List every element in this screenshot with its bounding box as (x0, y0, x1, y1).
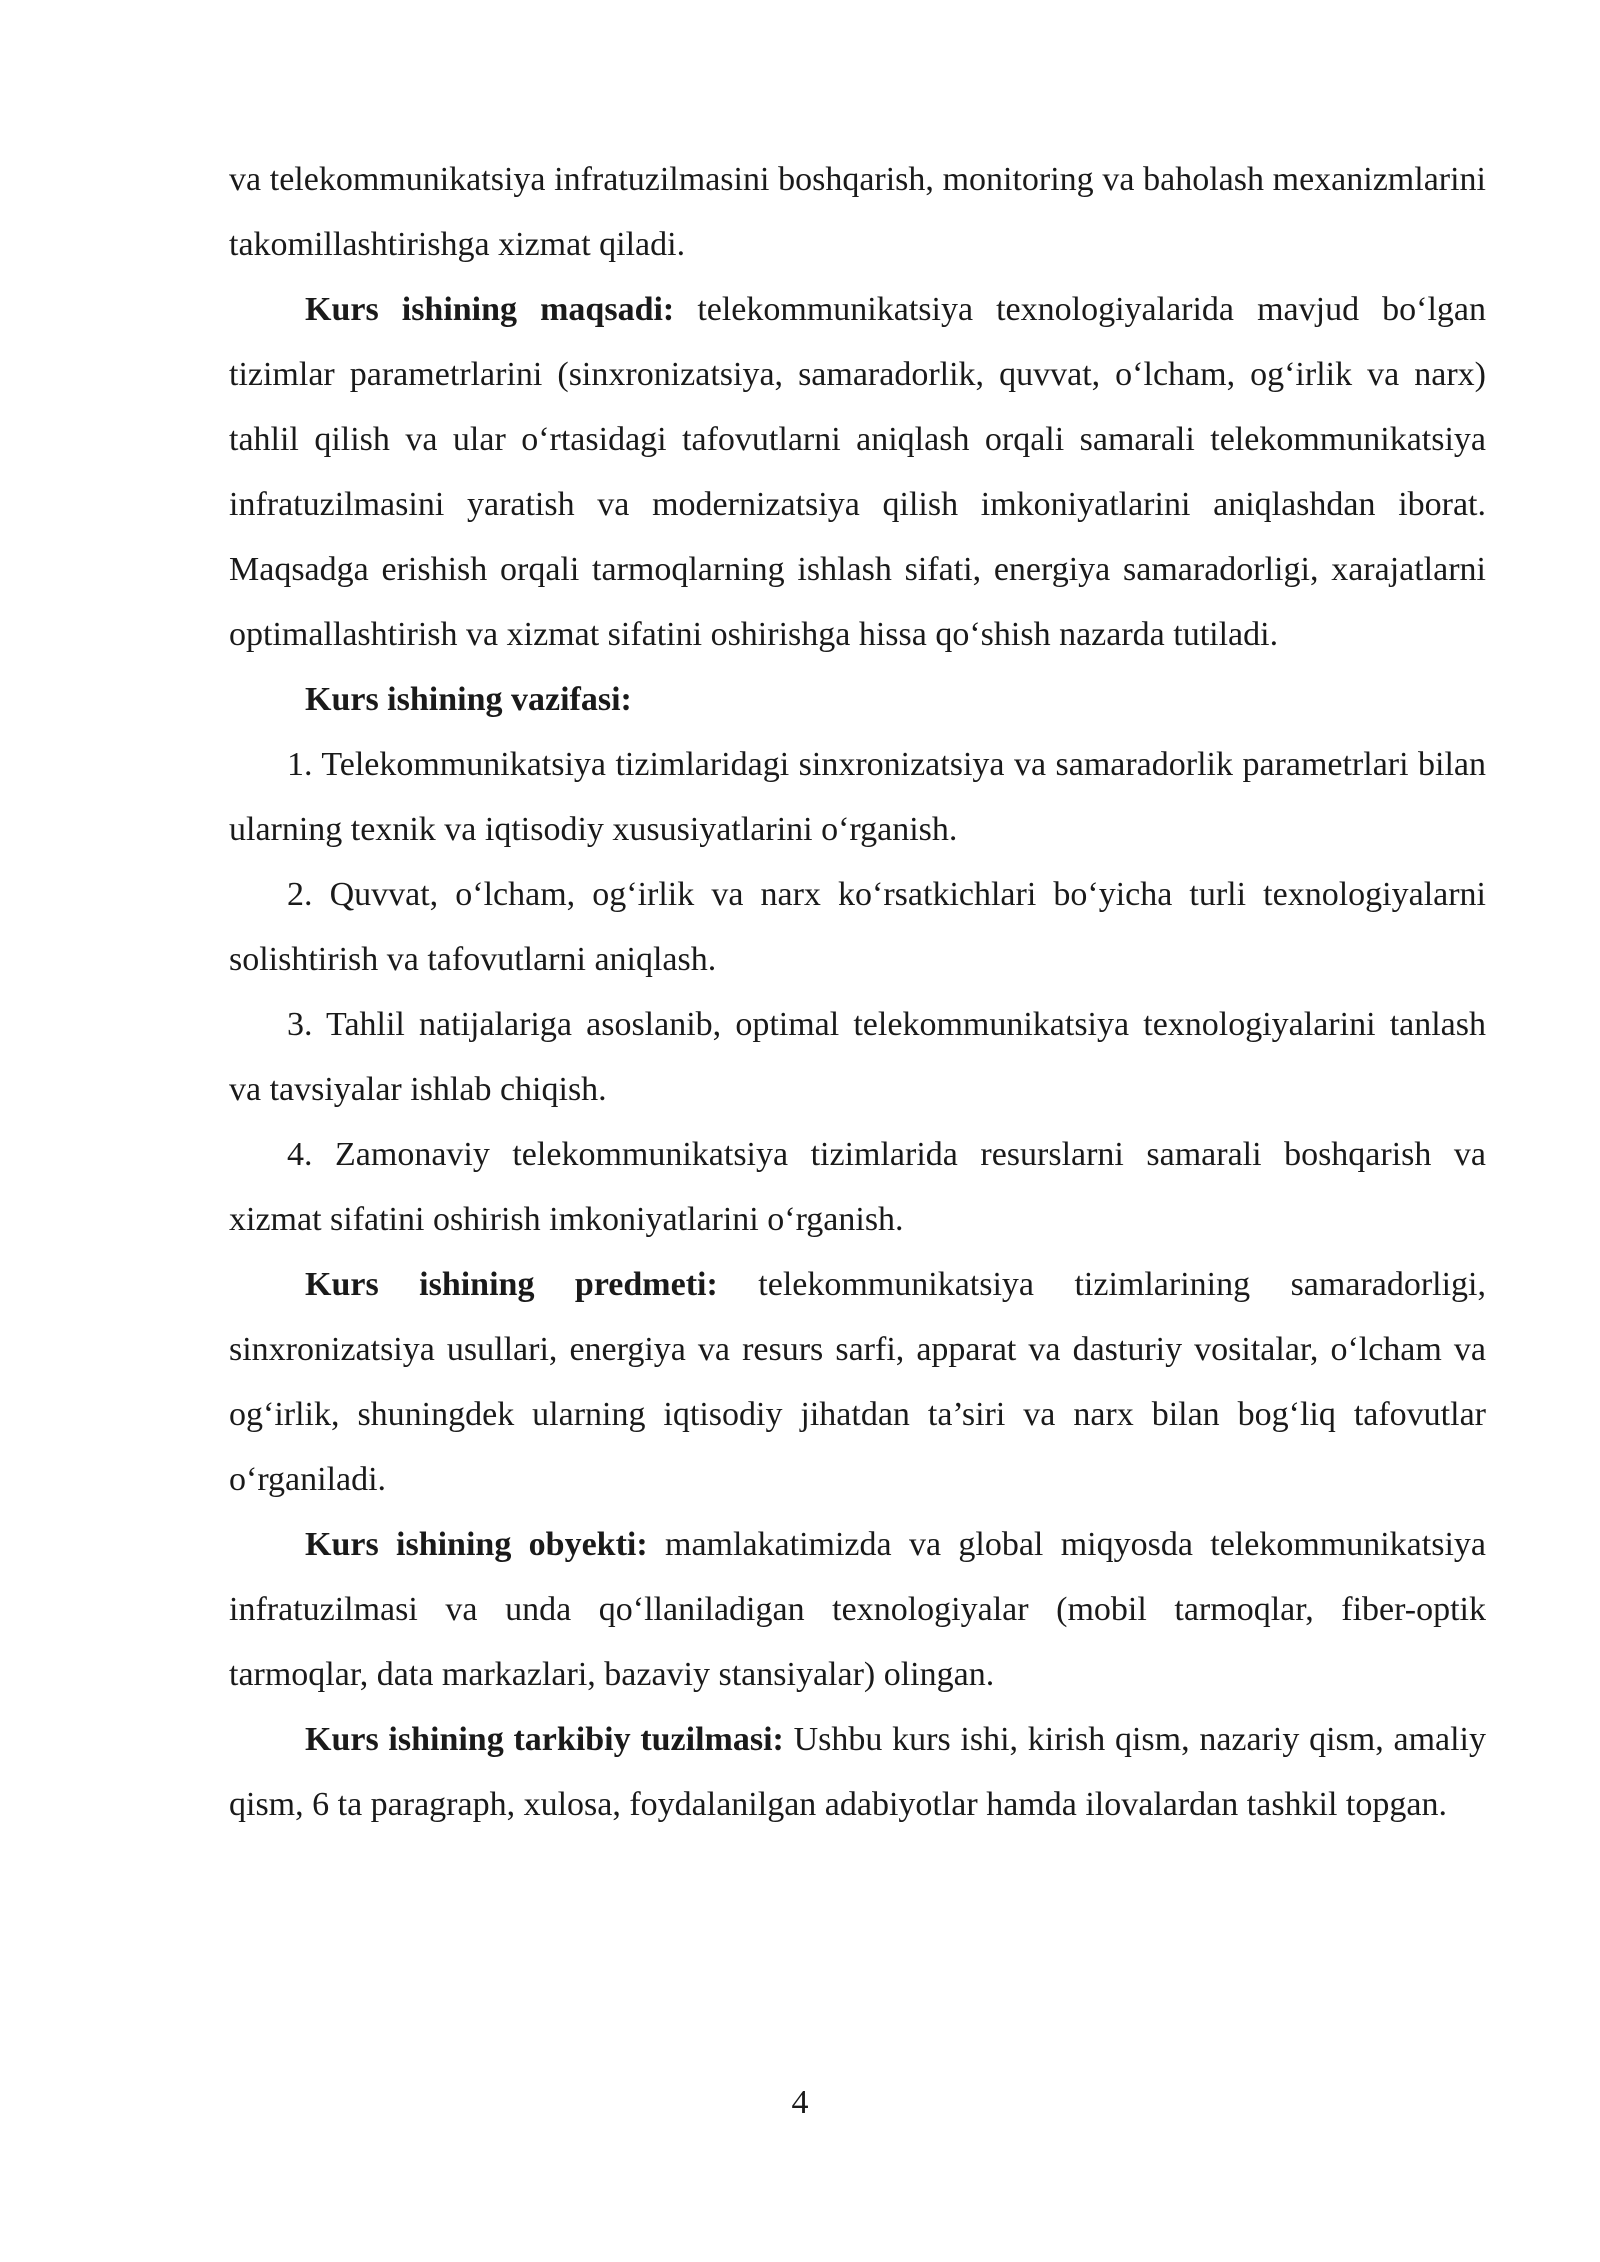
structure-text: Ushbu kurs ishi, kirish qism, nazariy qism, amaliy qism, 6 ta paragraph, xulosa, foydalanilgan adabiyotlar hamda ilovalardan tashkil topgan. (229, 1721, 1486, 1823)
subject-label: Kurs ishining predmeti: (305, 1266, 718, 1303)
goal-text: telekommunikatsiya texnologiyalarida mavjud bo‘lgan tizimlar parametrlarini (sinxronizatsiya, samaradorlik, quvvat, o‘lcham, og‘irlik va narx) tahlil qilish va ular o‘rtasidagi tafovutlarni aniqlash orqali samarali telekommunikatsiya infratuzilmasini yaratish va modernizatsiya qilish imkoniyatlarini aniqlashdan iborat. Maqsadga erishish orqali tarmoqlarning ishlash sifati, energiya samaradorligi, xarajatlarni optimallashtirish va xizmat sifatini oshirishga hissa qo‘shish nazarda tutiladi. (229, 291, 1486, 653)
intro-paragraph: va telekommunikatsiya infratuzilmasini boshqarish, monitoring va baholash mexanizmlarini takomillashtirishga xizmat qiladi. (229, 161, 1486, 263)
structure-label: Kurs ishining tarkibiy tuzilmasi: (305, 1721, 784, 1758)
tasks-heading (229, 667, 1486, 732)
goal-paragraph (229, 277, 1486, 667)
task-item-1: 1. Telekommunikatsiya tizimlaridagi sinxronizatsiya va samaradorlik parametrlari bilan ularning texnik va iqtisodiy xususiyatlarini o‘rganish. (229, 746, 1486, 848)
task-item-4: 4. Zamonaviy telekommunikatsiya tizimlarida resurslarni samarali boshqarish va xizmat sifatini oshirish imkoniyatlarini o‘rganish. (229, 1136, 1486, 1238)
object-text: mamlakatimizda va global miqyosda telekommunikatsiya infratuzilmasi va unda qo‘llaniladigan texnologiyalar (mobil tarmoqlar, fiber-optik tarmoqlar, data markazlari, bazaviy stansiyalar) olingan. (229, 1526, 1486, 1693)
object-paragraph (229, 1512, 1486, 1707)
task-item-3: 3. Tahlil natijalariga asoslanib, optimal telekommunikatsiya texnologiyalarini tanlash va tavsiyalar ishlab chiqish. (229, 1006, 1486, 1108)
document-body (229, 147, 1486, 1837)
tasks-label: Kurs ishining vazifasi: (305, 681, 632, 718)
page-number: 4 (791, 2084, 809, 2121)
task-item-2: 2. Quvvat, o‘lcham, og‘irlik va narx ko‘rsatkichlari bo‘yicha turli texnologiyalarni solishtirish va tafovutlarni aniqlash. (229, 876, 1486, 978)
structure-paragraph (229, 1707, 1486, 1837)
subject-text: telekommunikatsiya tizimlarining samaradorligi, sinxronizatsiya usullari, energiya va resurs sarfi, apparat va dasturiy vositalar, o‘lcham va og‘irlik, shuningdek ularning iqtisodiy jihatdan ta’siri va narx bilan bog‘liq tafovutlar o‘rganiladi. (229, 1266, 1486, 1498)
object-label: Kurs ishining obyekti: (305, 1526, 648, 1563)
subject-paragraph (229, 1252, 1486, 1512)
goal-label: Kurs ishining maqsadi: (305, 291, 675, 328)
